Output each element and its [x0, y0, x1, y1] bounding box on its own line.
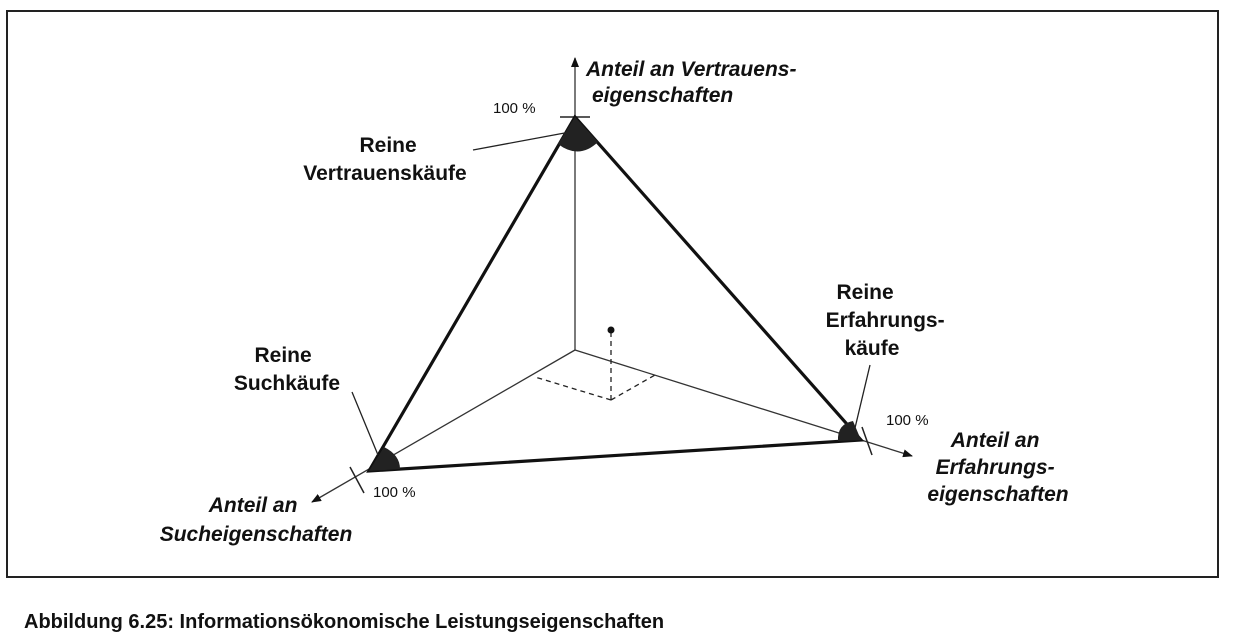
trust-axis-label: Anteil an Vertrauens- eigenschaften	[586, 58, 797, 107]
search-vertex-label: Reine Suchkäufe	[233, 344, 341, 395]
search-axis	[312, 350, 575, 502]
axes	[312, 58, 912, 502]
search-axis-label: Anteil an Sucheigenschaften	[159, 494, 353, 546]
search-vertex-mark	[369, 447, 400, 471]
example-point	[608, 327, 615, 334]
trust-max-label: 100 %	[493, 100, 536, 117]
experience-vertex-label: Reine Erfahrungs- käufe	[825, 281, 945, 360]
figure-caption: Abbildung 6.25: Informationsökonomische Leistungseigenschaften	[24, 611, 665, 633]
experience-axis-label: Anteil an Erfahrungs- eigenschaften	[927, 429, 1069, 506]
projection-lines	[535, 332, 655, 400]
trust-vertex-label: Reine Vertrauenskäufe	[303, 134, 467, 185]
search-tick	[350, 467, 364, 493]
experience-max-label: 100 %	[886, 412, 929, 429]
search-max-label: 100 %	[373, 484, 416, 501]
experience-vertex-mark	[838, 421, 861, 441]
